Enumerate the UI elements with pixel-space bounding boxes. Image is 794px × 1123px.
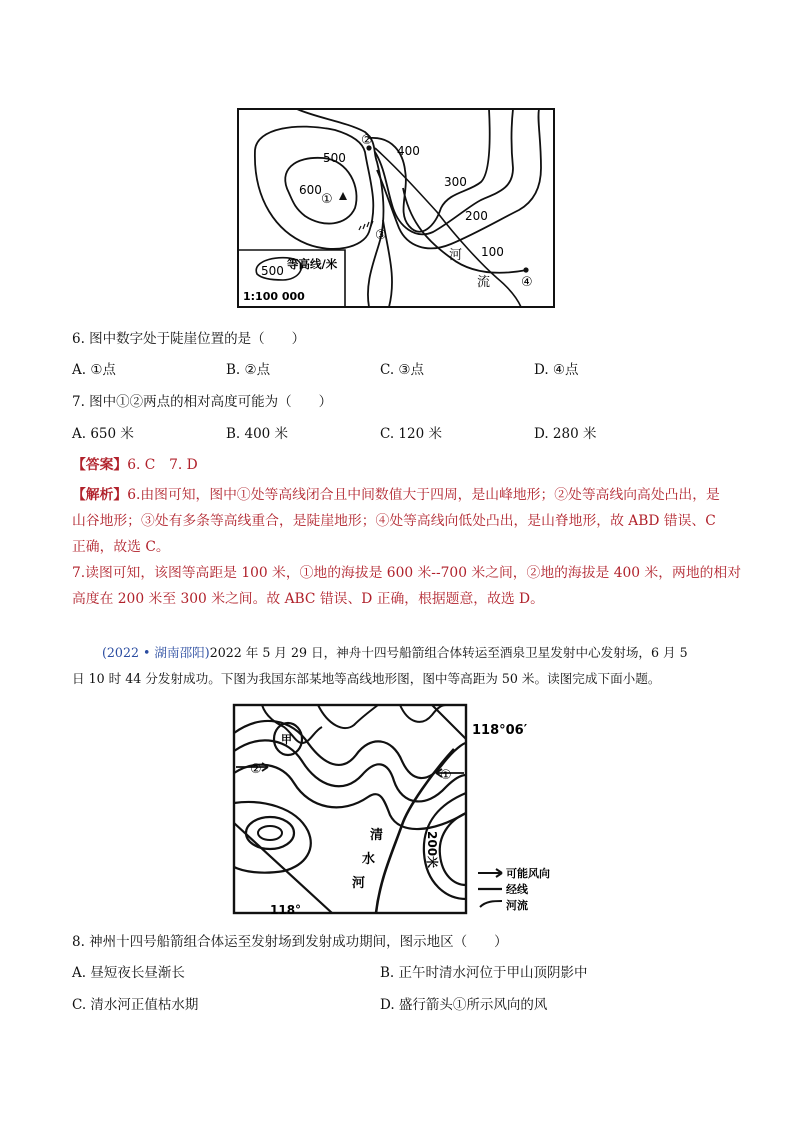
legend-wind: 可能风向 bbox=[506, 867, 550, 880]
map-scale: 1:100 000 bbox=[243, 290, 305, 303]
analysis-line-1: 6.由图可知，图中①处等高线闭合且中间数值大于四周，是山峰地形；②处等高线向高处凸出，是 bbox=[127, 487, 720, 503]
intro-line-1: 2022 年 5 月 29 日，神舟十四号船箭组合体转运至酒泉卫星发射中心发射场，6 月 5 bbox=[209, 645, 688, 660]
contour-label-200m: 200米 bbox=[425, 831, 439, 869]
analysis-line-3: 正确，故选 C。 bbox=[72, 539, 170, 555]
analysis-line-2: 山谷地形；③处有多条等高线重合，是陡崖地形；④处等高线向低处凸出，是山脊地形，故 ABD 错误、C bbox=[72, 513, 716, 529]
q6-option-a[interactable]: A. ①点 bbox=[72, 362, 116, 378]
legend-contour-value: 500 bbox=[261, 264, 284, 278]
longitude-bottom-label: 118° bbox=[270, 903, 302, 917]
contour-map-1 bbox=[237, 108, 555, 308]
river-char-he: 河 bbox=[449, 248, 463, 263]
q6-option-d[interactable]: D. ④点 bbox=[534, 362, 579, 378]
analysis-line-5: 高度在 200 米至 300 米之间。故 ABC 错误、D 正确，根据题意，故选 D。 bbox=[72, 591, 544, 607]
contour-label-100: 100 bbox=[481, 245, 504, 259]
q8-option-c[interactable]: C. 清水河正值枯水期 bbox=[72, 997, 199, 1013]
river-char-liu: 流 bbox=[477, 275, 491, 290]
contour-label-500: 500 bbox=[323, 151, 346, 165]
q8-option-d[interactable]: D. 盛行箭头①所示风向的风 bbox=[380, 997, 548, 1013]
q8-intro bbox=[72, 640, 732, 692]
q7-option-d[interactable]: D. 280 米 bbox=[534, 426, 597, 442]
analysis-line-4: 7.读图可知，该图等高距是 100 米，①地的海拔是 600 米--700 米之间，②地的海拔是 400 米，两地的相对 bbox=[72, 565, 742, 581]
legend-contour-label: 等高线/米 bbox=[287, 257, 338, 271]
legend-meridian: 经线 bbox=[506, 883, 528, 896]
analysis-tag: 【解析】 bbox=[72, 487, 128, 503]
wind-arrow-1-label: ① bbox=[440, 768, 452, 783]
q8-option-b[interactable]: B. 正午时清水河位于甲山顶阴影中 bbox=[380, 965, 588, 981]
point-2-label: ② bbox=[361, 133, 373, 148]
contour-label-300: 300 bbox=[444, 175, 467, 189]
q7-option-b[interactable]: B. 400 米 bbox=[226, 426, 289, 442]
point-1-label: ① bbox=[321, 192, 333, 207]
answer-line bbox=[72, 452, 198, 478]
intro-source: (2022 • 湖南邵阳) bbox=[102, 645, 210, 660]
river-char-qing: 清 bbox=[370, 828, 384, 843]
q7-option-c[interactable]: C. 120 米 bbox=[380, 426, 442, 442]
analysis-block bbox=[72, 482, 742, 612]
river-char-shui: 水 bbox=[362, 852, 376, 867]
legend-river: 河流 bbox=[506, 899, 528, 912]
river-char-he2: 河 bbox=[352, 876, 366, 891]
longitude-right-label: 118°06′ bbox=[472, 723, 528, 738]
contour-label-600: 600 bbox=[299, 183, 322, 197]
q7-option-a[interactable]: A. 650 米 bbox=[72, 426, 134, 442]
intro-line-2: 日 10 时 44 分发射成功。下图为我国东部某地等高线地形图，图中等高距为 50 米。读图完成下面小题。 bbox=[72, 671, 661, 686]
peak-label-jia: 甲 bbox=[281, 733, 292, 746]
contour-label-400: 400 bbox=[397, 144, 420, 158]
q8-stem: 8. 神州十四号船箭组合体运至发射场到发射成功期间，图示地区（ ） bbox=[72, 934, 508, 950]
contour-label-200: 200 bbox=[465, 209, 488, 223]
wind-arrow-2-label: ② bbox=[250, 762, 262, 777]
q6-option-c[interactable]: C. ③点 bbox=[380, 362, 425, 378]
q8-option-a[interactable]: A. 昼短夜长昼渐长 bbox=[72, 965, 185, 981]
contour-map-2 bbox=[232, 703, 574, 918]
point-4-label: ④ bbox=[521, 275, 533, 290]
point-3-label: ③ bbox=[375, 228, 387, 243]
answer-text: 6. C 7. D bbox=[127, 457, 198, 473]
q6-option-b[interactable]: B. ②点 bbox=[226, 362, 271, 378]
answer-tag: 【答案】 bbox=[72, 457, 128, 473]
q7-stem: 7. 图中①②两点的相对高度可能为（ ） bbox=[72, 394, 333, 410]
q6-stem: 6. 图中数字处于陡崖位置的是（ ） bbox=[72, 331, 306, 347]
